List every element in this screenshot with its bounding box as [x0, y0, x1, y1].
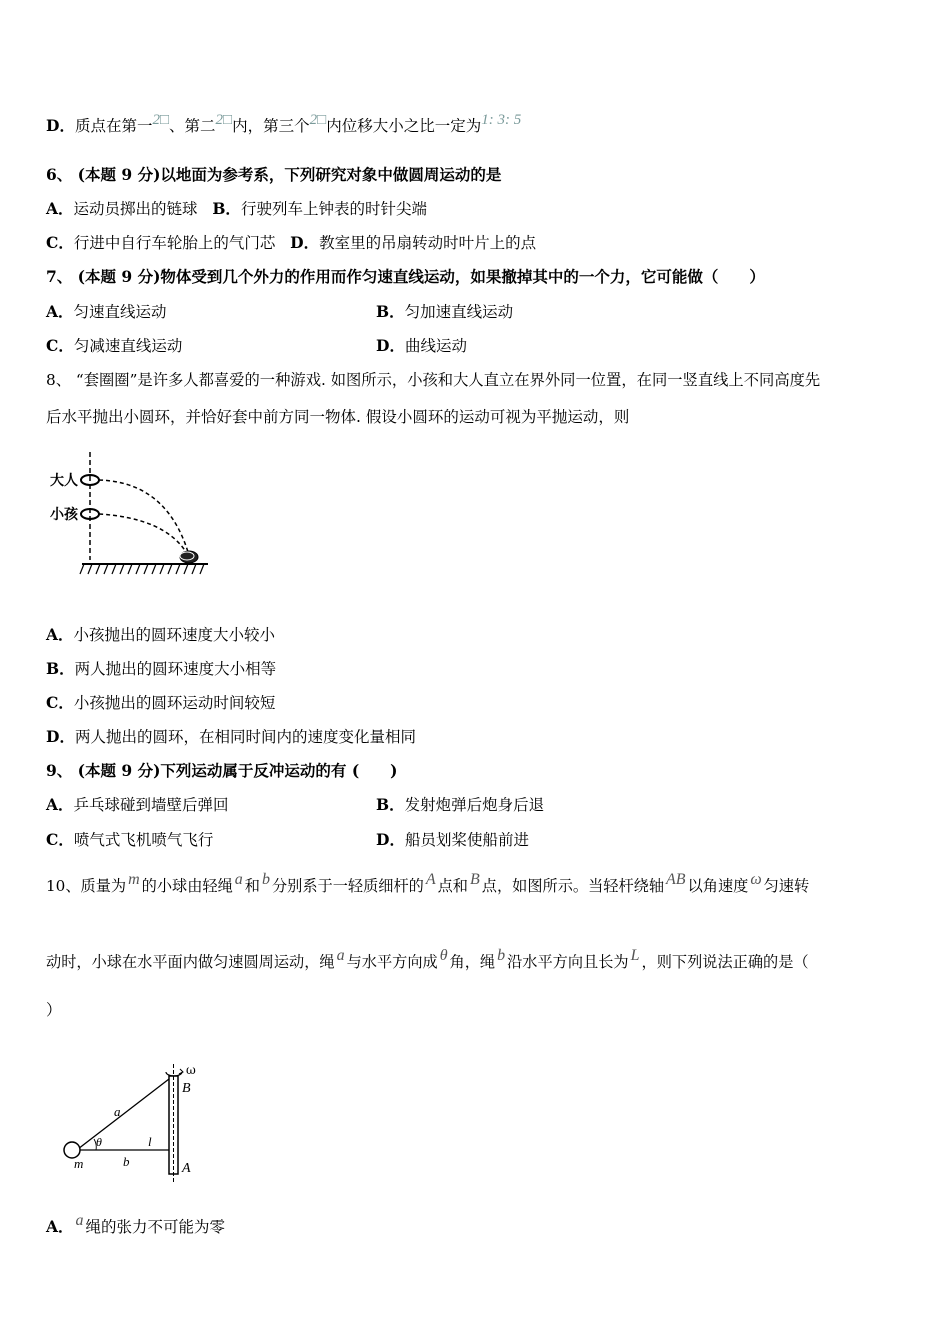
option-text: 行驶列车上钟表的时针尖端 [240, 200, 427, 218]
label-omega: ω [186, 1063, 196, 1077]
q10-stem-line3: ） [46, 1001, 62, 1019]
text: 沿水平方向且长为 [507, 953, 629, 971]
math-b: b [261, 871, 270, 888]
math-symbol: 2□ [309, 112, 327, 128]
option-label: B． [212, 199, 241, 218]
option-label: D． [46, 116, 75, 135]
option-text: 教室里的吊扇转动时叶片上的点 [319, 234, 537, 252]
option-label: A． [46, 795, 74, 814]
option-text: 小孩抛出的圆环速度大小较小 [73, 626, 276, 644]
option-label: C． [46, 830, 74, 849]
adult-trajectory [99, 480, 188, 552]
q8-option-c [46, 693, 275, 713]
math-symbol: 2□ [152, 112, 170, 128]
math-b: b [497, 947, 506, 964]
text: 匀速转 [763, 877, 810, 895]
math-B: B [469, 871, 480, 888]
option-label: A． [46, 1217, 74, 1236]
text: 分别系于一轻质细杆的 [271, 877, 424, 895]
label-adult: 大人 [50, 473, 78, 489]
text: 、第二 [169, 117, 216, 135]
q6-stem: 6、 (本题 9 分)以地面为参考系，下列研究对象中做圆周运动的是 [46, 165, 502, 184]
option-text: 喷气式飞机喷气飞行 [73, 831, 214, 849]
q8-option-d [46, 727, 416, 747]
q9-option-d [376, 830, 529, 850]
text: 点和 [437, 877, 468, 895]
label-b: b [123, 1154, 130, 1169]
option-label: D． [376, 830, 405, 849]
math-m: m [128, 871, 140, 888]
math-symbol: 2□ [215, 112, 233, 128]
option-label: A． [46, 625, 74, 644]
option-label: D． [46, 727, 75, 746]
label-m: m [74, 1156, 84, 1171]
q6-row-cd [46, 233, 536, 253]
option-text: 两人抛出的圆环速度大小相等 [74, 660, 277, 678]
math-a: a [234, 871, 243, 888]
math-L: L [630, 947, 640, 964]
q10-option-a [46, 1212, 226, 1238]
option-text: 匀速直线运动 [73, 303, 167, 321]
option-text: 运动员掷出的链球 [73, 200, 198, 218]
option-label: D． [290, 233, 320, 252]
text: 内，第三个 [232, 117, 310, 135]
option-text: 匀加速直线运动 [404, 303, 514, 321]
q7-option-b [376, 302, 513, 322]
math-a: a [336, 947, 345, 964]
q9-option-b [376, 795, 544, 815]
text: 内位移大小之比一定为 [326, 117, 482, 135]
option-text: 曲线运动 [404, 337, 467, 355]
q8-stem-line1: 8、 “套圈圈”是许多人都喜爱的一种游戏. 如图所示，小孩和大人直立在界外同一位置，在同一竖直线上不同高度先 [46, 371, 821, 389]
math-omega: ω [750, 871, 762, 888]
label-l: l [148, 1134, 152, 1149]
option-label: B． [46, 659, 75, 678]
q10-stem-line1 [46, 871, 810, 897]
q7-stem: 7、 (本题 9 分)物体受到几个外力的作用而作匀速直线运动，如果撤掉其中的一个力，它可能做（ ） [46, 267, 765, 286]
label-A: A [182, 1161, 191, 1176]
q9-option-a [46, 795, 229, 815]
q8-option-b [46, 659, 276, 679]
option-label: A． [46, 199, 74, 218]
text: 质点在第一 [74, 117, 153, 135]
label-theta: θ [96, 1135, 102, 1149]
text: 和 [244, 877, 260, 895]
q7-option-c [46, 336, 182, 356]
q7-option-a [46, 302, 167, 322]
q8-option-a [46, 625, 275, 645]
option-text: 绳的张力不可能为零 [85, 1218, 226, 1236]
option-text: 两人抛出的圆环，在相同时间内的速度变化量相同 [74, 728, 416, 746]
option-text: 发射炮弹后炮身后退 [404, 796, 545, 814]
option-label: D． [376, 336, 405, 355]
text: 以角速度 [687, 877, 749, 895]
option-text: 行进中自行车轮胎上的气门芯 [73, 234, 276, 252]
option-label: C． [46, 336, 74, 355]
text: 动时，小球在水平面内做匀速圆周运动，绳 [46, 953, 335, 971]
option-text: 乒乓球碰到墙壁后弹回 [73, 796, 229, 814]
q9-stem: 9、 (本题 9 分)下列运动属于反冲运动的有 ( ) [46, 761, 398, 780]
q5-option-d [46, 112, 522, 137]
ratio: 1: 3: 5 [481, 112, 522, 128]
option-label: C． [46, 233, 74, 252]
option-label: C． [46, 693, 74, 712]
option-text: 匀减速直线运动 [73, 337, 183, 355]
text: 的小球由轻绳 [141, 877, 233, 895]
text: ，则下列说法正确的是（ [641, 953, 809, 971]
option-text: 小孩抛出的圆环运动时间较短 [73, 694, 276, 712]
q6-row-ab [46, 199, 427, 219]
q8-stem-line2: 后水平抛出小圆环，并恰好套中前方同一物体. 假设小圆环的运动可视为平抛运动，则 [46, 408, 630, 426]
math-A: A [425, 871, 436, 888]
option-label: B． [376, 795, 405, 814]
label-child: 小孩 [50, 507, 78, 523]
option-label: A． [46, 302, 74, 321]
text: 角，绳 [449, 953, 496, 971]
q9-option-c [46, 830, 213, 850]
math-AB: AB [666, 871, 686, 888]
q7-option-d [376, 336, 467, 356]
rope-a [78, 1079, 169, 1149]
rod-ball-figure [56, 1060, 216, 1185]
text: 与水平方向成 [346, 953, 438, 971]
label-a: a [114, 1104, 121, 1119]
option-label: B． [376, 302, 405, 321]
math-theta: θ [439, 947, 448, 964]
ground-hatch [80, 564, 204, 574]
math-a: a [75, 1212, 84, 1229]
label-B: B [182, 1081, 191, 1096]
option-text: 船员划桨使船前进 [404, 831, 529, 849]
text: 点，如图所示。当轻杆绕轴 [481, 877, 665, 895]
text: 10、质量为 [46, 877, 127, 895]
ring-toss-figure [46, 448, 216, 583]
q10-stem-line2 [46, 947, 809, 973]
